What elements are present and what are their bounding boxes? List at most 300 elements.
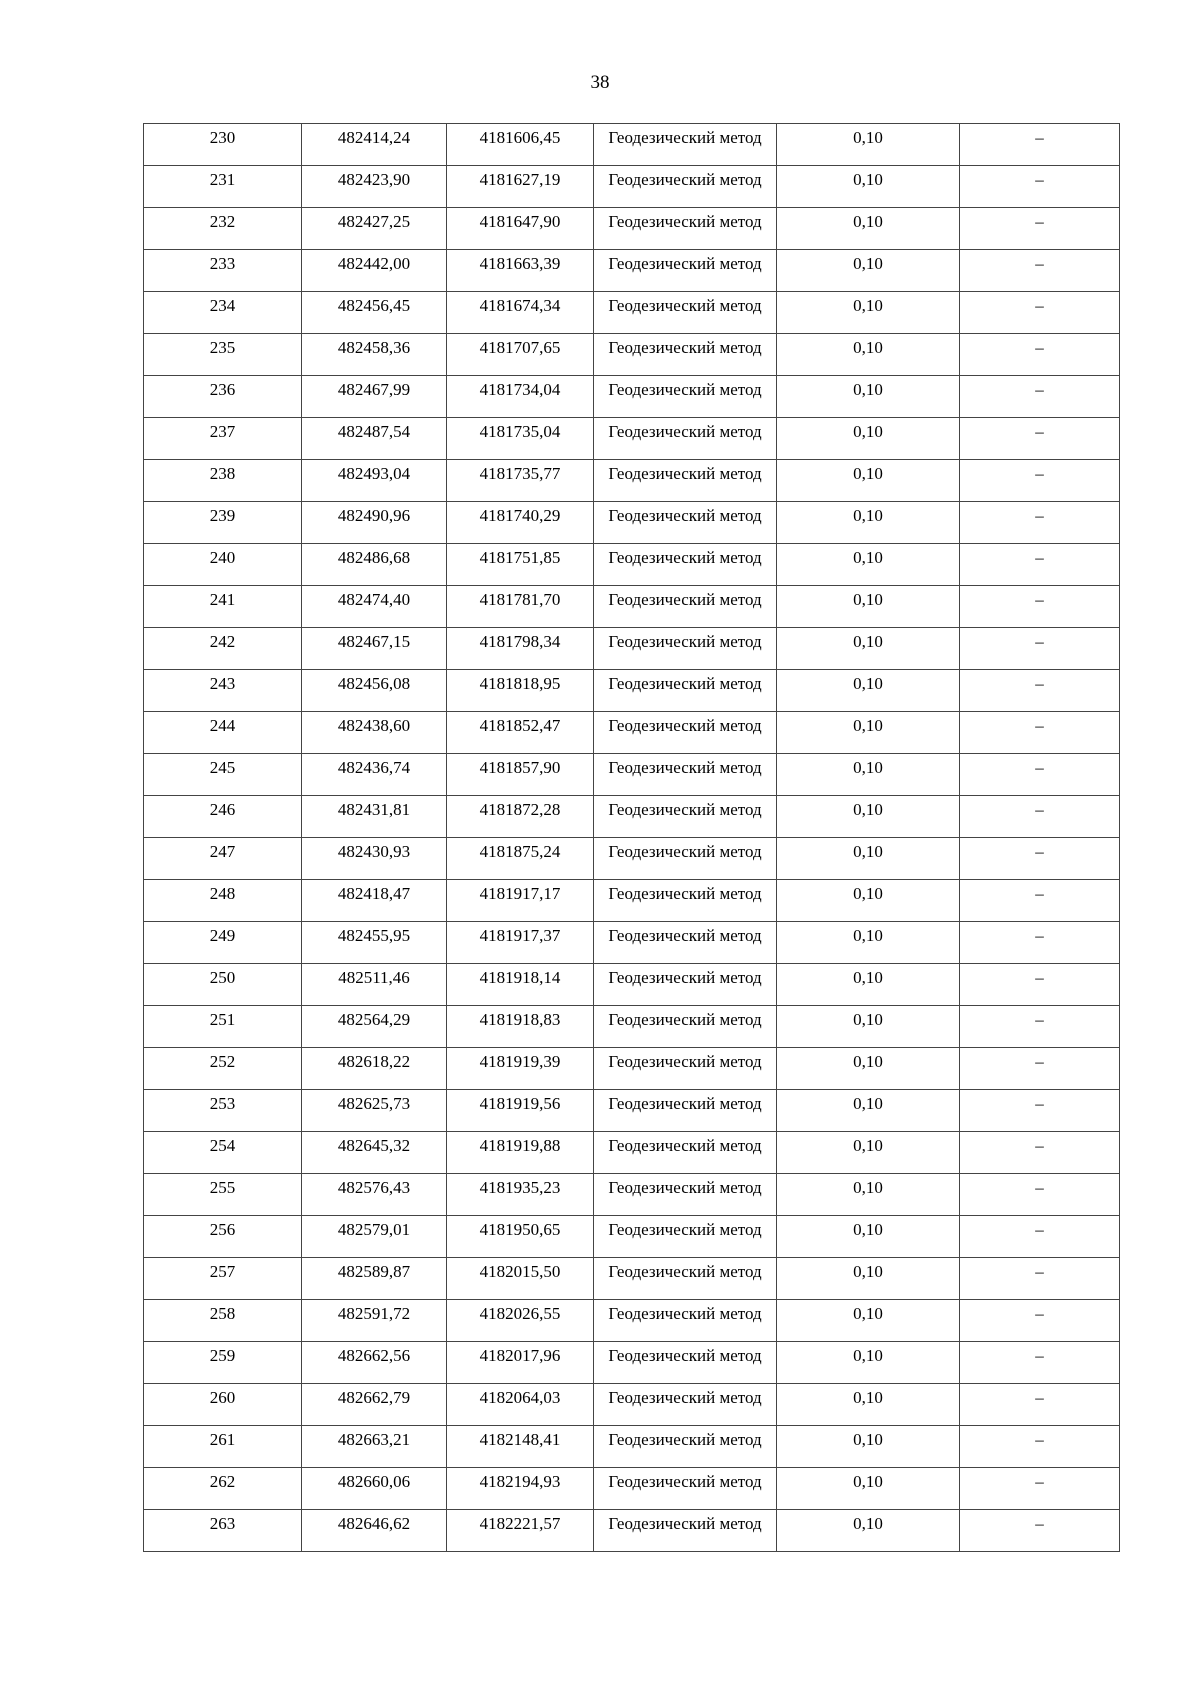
note-cell-text: –	[1035, 1346, 1044, 1365]
y-coordinate-cell-text: 4181917,37	[479, 926, 561, 945]
x-coordinate-cell-text: 482493,04	[337, 464, 411, 483]
y-coordinate-cell	[447, 1258, 594, 1300]
accuracy-cell-text: 0,10	[853, 254, 883, 273]
note-cell	[960, 1006, 1120, 1048]
y-coordinate-cell-text: 4182015,50	[479, 1262, 561, 1281]
accuracy-cell-text: 0,10	[853, 968, 883, 987]
x-coordinate-cell	[302, 712, 447, 754]
accuracy-cell-text: 0,10	[853, 842, 883, 861]
note-cell-text: –	[1035, 758, 1044, 777]
point-number-cell-text: 248	[209, 884, 236, 903]
point-number-cell	[144, 1174, 302, 1216]
point-number-cell	[144, 838, 302, 880]
note-cell	[960, 586, 1120, 628]
y-coordinate-cell-text: 4181798,34	[479, 632, 561, 651]
table-row	[144, 628, 1120, 670]
method-cell	[594, 754, 777, 796]
note-cell-text: –	[1035, 1304, 1044, 1323]
point-number-cell	[144, 796, 302, 838]
accuracy-cell-text: 0,10	[853, 506, 883, 525]
x-coordinate-cell-text: 482418,47	[337, 884, 411, 903]
note-cell	[960, 1174, 1120, 1216]
x-coordinate-cell	[302, 1384, 447, 1426]
accuracy-cell-text: 0,10	[853, 464, 883, 483]
y-coordinate-cell-text: 4181918,14	[479, 968, 561, 987]
coordinates-table-body	[144, 124, 1120, 1552]
method-cell	[594, 124, 777, 166]
x-coordinate-cell	[302, 1510, 447, 1552]
method-cell	[594, 838, 777, 880]
accuracy-cell	[777, 1174, 960, 1216]
x-coordinate-cell	[302, 502, 447, 544]
x-coordinate-cell-text: 482456,45	[337, 296, 411, 315]
note-cell-text: –	[1035, 380, 1044, 399]
method-cell-text: Геодезический метод	[608, 548, 762, 567]
point-number-cell	[144, 460, 302, 502]
point-number-cell	[144, 124, 302, 166]
method-cell	[594, 880, 777, 922]
point-number-cell	[144, 1090, 302, 1132]
accuracy-cell-text: 0,10	[853, 674, 883, 693]
note-cell	[960, 1216, 1120, 1258]
x-coordinate-cell	[302, 376, 447, 418]
table-row	[144, 1006, 1120, 1048]
x-coordinate-cell	[302, 460, 447, 502]
note-cell	[960, 208, 1120, 250]
note-cell-text: –	[1035, 1136, 1044, 1155]
accuracy-cell	[777, 796, 960, 838]
table-row	[144, 208, 1120, 250]
note-cell	[960, 670, 1120, 712]
point-number-cell	[144, 670, 302, 712]
table-row	[144, 1090, 1120, 1132]
method-cell-text: Геодезический метод	[608, 506, 762, 525]
y-coordinate-cell	[447, 292, 594, 334]
table-row	[144, 796, 1120, 838]
note-cell-text: –	[1035, 1094, 1044, 1113]
method-cell	[594, 1174, 777, 1216]
method-cell-text: Геодезический метод	[608, 170, 762, 189]
table-row	[144, 502, 1120, 544]
method-cell-text: Геодезический метод	[608, 758, 762, 777]
note-cell	[960, 1300, 1120, 1342]
x-coordinate-cell-text: 482576,43	[337, 1178, 411, 1197]
table-row	[144, 1342, 1120, 1384]
accuracy-cell-text: 0,10	[853, 1430, 883, 1449]
x-coordinate-cell-text: 482662,79	[337, 1388, 411, 1407]
table-row	[144, 1510, 1120, 1552]
accuracy-cell-text: 0,10	[853, 1220, 883, 1239]
table-row	[144, 1426, 1120, 1468]
point-number-cell-text: 230	[209, 128, 236, 147]
method-cell	[594, 796, 777, 838]
accuracy-cell	[777, 1006, 960, 1048]
table-row	[144, 1384, 1120, 1426]
y-coordinate-cell	[447, 1384, 594, 1426]
method-cell-text: Геодезический метод	[608, 590, 762, 609]
point-number-cell	[144, 880, 302, 922]
method-cell-text: Геодезический метод	[608, 1094, 762, 1113]
accuracy-cell	[777, 1132, 960, 1174]
accuracy-cell-text: 0,10	[853, 1304, 883, 1323]
y-coordinate-cell-text: 4181872,28	[479, 800, 561, 819]
y-coordinate-cell	[447, 544, 594, 586]
method-cell-text: Геодезический метод	[608, 1388, 762, 1407]
accuracy-cell	[777, 628, 960, 670]
note-cell	[960, 1468, 1120, 1510]
note-cell-text: –	[1035, 674, 1044, 693]
point-number-cell-text: 231	[209, 170, 236, 189]
accuracy-cell	[777, 880, 960, 922]
accuracy-cell	[777, 292, 960, 334]
note-cell	[960, 250, 1120, 292]
note-cell	[960, 754, 1120, 796]
y-coordinate-cell-text: 4181917,17	[479, 884, 561, 903]
x-coordinate-cell	[302, 628, 447, 670]
y-coordinate-cell-text: 4181740,29	[479, 506, 561, 525]
method-cell	[594, 1258, 777, 1300]
point-number-cell-text: 247	[209, 842, 236, 861]
x-coordinate-cell-text: 482618,22	[337, 1052, 411, 1071]
x-coordinate-cell-text: 482474,40	[337, 590, 411, 609]
x-coordinate-cell	[302, 250, 447, 292]
method-cell-text: Геодезический метод	[608, 716, 762, 735]
y-coordinate-cell	[447, 460, 594, 502]
x-coordinate-cell	[302, 1258, 447, 1300]
method-cell-text: Геодезический метод	[608, 254, 762, 273]
table-row	[144, 670, 1120, 712]
table-row	[144, 292, 1120, 334]
y-coordinate-cell	[447, 418, 594, 460]
note-cell	[960, 922, 1120, 964]
point-number-cell-text: 252	[209, 1052, 236, 1071]
x-coordinate-cell-text: 482646,62	[337, 1514, 411, 1533]
point-number-cell-text: 232	[209, 212, 236, 231]
y-coordinate-cell-text: 4181781,70	[479, 590, 561, 609]
x-coordinate-cell-text: 482436,74	[337, 758, 411, 777]
point-number-cell	[144, 628, 302, 670]
table-row	[144, 1048, 1120, 1090]
method-cell	[594, 418, 777, 460]
point-number-cell	[144, 1300, 302, 1342]
note-cell-text: –	[1035, 1430, 1044, 1449]
x-coordinate-cell-text: 482591,72	[337, 1304, 411, 1323]
note-cell-text: –	[1035, 716, 1044, 735]
y-coordinate-cell	[447, 964, 594, 1006]
accuracy-cell	[777, 124, 960, 166]
note-cell-text: –	[1035, 506, 1044, 525]
table-row	[144, 460, 1120, 502]
accuracy-cell	[777, 712, 960, 754]
y-coordinate-cell-text: 4181734,04	[479, 380, 561, 399]
note-cell	[960, 1090, 1120, 1132]
x-coordinate-cell	[302, 1216, 447, 1258]
note-cell-text: –	[1035, 968, 1044, 987]
x-coordinate-cell	[302, 796, 447, 838]
point-number-cell	[144, 964, 302, 1006]
y-coordinate-cell	[447, 1048, 594, 1090]
point-number-cell	[144, 922, 302, 964]
method-cell-text: Геодезический метод	[608, 1304, 762, 1323]
x-coordinate-cell	[302, 1468, 447, 1510]
y-coordinate-cell-text: 4181852,47	[479, 716, 561, 735]
accuracy-cell	[777, 208, 960, 250]
note-cell-text: –	[1035, 842, 1044, 861]
method-cell	[594, 250, 777, 292]
point-number-cell	[144, 544, 302, 586]
point-number-cell-text: 249	[209, 926, 236, 945]
method-cell	[594, 964, 777, 1006]
accuracy-cell	[777, 1048, 960, 1090]
note-cell	[960, 1384, 1120, 1426]
y-coordinate-cell	[447, 922, 594, 964]
table-row	[144, 712, 1120, 754]
accuracy-cell-text: 0,10	[853, 1136, 883, 1155]
x-coordinate-cell-text: 482487,54	[337, 422, 411, 441]
table-row	[144, 1132, 1120, 1174]
y-coordinate-cell-text: 4181875,24	[479, 842, 561, 861]
method-cell	[594, 922, 777, 964]
note-cell-text: –	[1035, 422, 1044, 441]
x-coordinate-cell	[302, 1048, 447, 1090]
method-cell	[594, 292, 777, 334]
accuracy-cell	[777, 1342, 960, 1384]
note-cell	[960, 1426, 1120, 1468]
method-cell-text: Геодезический метод	[608, 968, 762, 987]
point-number-cell-text: 260	[209, 1388, 236, 1407]
method-cell	[594, 1300, 777, 1342]
point-number-cell-text: 240	[209, 548, 236, 567]
x-coordinate-cell-text: 482430,93	[337, 842, 411, 861]
point-number-cell	[144, 502, 302, 544]
x-coordinate-cell-text: 482458,36	[337, 338, 411, 357]
method-cell-text: Геодезический метод	[608, 212, 762, 231]
accuracy-cell-text: 0,10	[853, 380, 883, 399]
y-coordinate-cell	[447, 124, 594, 166]
method-cell	[594, 586, 777, 628]
note-cell	[960, 460, 1120, 502]
method-cell	[594, 670, 777, 712]
note-cell-text: –	[1035, 338, 1044, 357]
method-cell-text: Геодезический метод	[608, 338, 762, 357]
accuracy-cell	[777, 376, 960, 418]
y-coordinate-cell	[447, 1468, 594, 1510]
method-cell	[594, 544, 777, 586]
note-cell	[960, 628, 1120, 670]
method-cell	[594, 376, 777, 418]
y-coordinate-cell	[447, 670, 594, 712]
accuracy-cell	[777, 502, 960, 544]
point-number-cell	[144, 292, 302, 334]
accuracy-cell	[777, 166, 960, 208]
point-number-cell	[144, 208, 302, 250]
x-coordinate-cell	[302, 1174, 447, 1216]
method-cell-text: Геодезический метод	[608, 422, 762, 441]
y-coordinate-cell	[447, 166, 594, 208]
accuracy-cell-text: 0,10	[853, 1052, 883, 1071]
accuracy-cell	[777, 838, 960, 880]
accuracy-cell	[777, 754, 960, 796]
note-cell-text: –	[1035, 548, 1044, 567]
point-number-cell	[144, 712, 302, 754]
note-cell	[960, 502, 1120, 544]
note-cell	[960, 1258, 1120, 1300]
method-cell	[594, 1216, 777, 1258]
method-cell	[594, 208, 777, 250]
point-number-cell-text: 246	[209, 800, 236, 819]
point-number-cell-text: 262	[209, 1472, 236, 1491]
y-coordinate-cell-text: 4182148,41	[479, 1430, 561, 1449]
point-number-cell-text: 261	[209, 1430, 236, 1449]
table-row	[144, 922, 1120, 964]
table-row	[144, 964, 1120, 1006]
accuracy-cell	[777, 1384, 960, 1426]
accuracy-cell-text: 0,10	[853, 926, 883, 945]
method-cell	[594, 1426, 777, 1468]
method-cell	[594, 166, 777, 208]
note-cell	[960, 712, 1120, 754]
x-coordinate-cell-text: 482431,81	[337, 800, 411, 819]
accuracy-cell	[777, 1090, 960, 1132]
method-cell	[594, 1132, 777, 1174]
x-coordinate-cell	[302, 292, 447, 334]
point-number-cell-text: 259	[209, 1346, 236, 1365]
y-coordinate-cell-text: 4181674,34	[479, 296, 561, 315]
x-coordinate-cell	[302, 1300, 447, 1342]
method-cell-text: Геодезический метод	[608, 296, 762, 315]
note-cell-text: –	[1035, 296, 1044, 315]
table-row	[144, 1468, 1120, 1510]
note-cell	[960, 1342, 1120, 1384]
accuracy-cell	[777, 460, 960, 502]
accuracy-cell-text: 0,10	[853, 1010, 883, 1029]
method-cell-text: Геодезический метод	[608, 632, 762, 651]
x-coordinate-cell-text: 482456,08	[337, 674, 411, 693]
accuracy-cell-text: 0,10	[853, 1472, 883, 1491]
accuracy-cell-text: 0,10	[853, 338, 883, 357]
y-coordinate-cell	[447, 1006, 594, 1048]
x-coordinate-cell	[302, 544, 447, 586]
method-cell-text: Геодезический метод	[608, 464, 762, 483]
note-cell-text: –	[1035, 800, 1044, 819]
point-number-cell-text: 242	[209, 632, 236, 651]
accuracy-cell-text: 0,10	[853, 716, 883, 735]
point-number-cell	[144, 1426, 302, 1468]
note-cell-text: –	[1035, 254, 1044, 273]
point-number-cell	[144, 1132, 302, 1174]
method-cell-text: Геодезический метод	[608, 1430, 762, 1449]
note-cell	[960, 964, 1120, 1006]
y-coordinate-cell-text: 4181919,88	[479, 1136, 561, 1155]
x-coordinate-cell	[302, 1342, 447, 1384]
point-number-cell-text: 253	[209, 1094, 236, 1113]
accuracy-cell-text: 0,10	[853, 758, 883, 777]
note-cell-text: –	[1035, 1472, 1044, 1491]
point-number-cell-text: 250	[209, 968, 236, 987]
y-coordinate-cell	[447, 712, 594, 754]
method-cell	[594, 1510, 777, 1552]
note-cell	[960, 1510, 1120, 1552]
note-cell	[960, 124, 1120, 166]
method-cell-text: Геодезический метод	[608, 128, 762, 147]
x-coordinate-cell	[302, 586, 447, 628]
method-cell-text: Геодезический метод	[608, 884, 762, 903]
note-cell-text: –	[1035, 212, 1044, 231]
y-coordinate-cell	[447, 376, 594, 418]
accuracy-cell	[777, 964, 960, 1006]
method-cell-text: Геодезический метод	[608, 926, 762, 945]
y-coordinate-cell	[447, 586, 594, 628]
y-coordinate-cell-text: 4181935,23	[479, 1178, 561, 1197]
point-number-cell-text: 244	[209, 716, 236, 735]
method-cell-text: Геодезический метод	[608, 674, 762, 693]
accuracy-cell	[777, 1426, 960, 1468]
method-cell-text: Геодезический метод	[608, 380, 762, 399]
accuracy-cell	[777, 544, 960, 586]
table-row	[144, 1174, 1120, 1216]
method-cell-text: Геодезический метод	[608, 1178, 762, 1197]
y-coordinate-cell-text: 4181735,04	[479, 422, 561, 441]
x-coordinate-cell-text: 482579,01	[337, 1220, 411, 1239]
note-cell	[960, 1132, 1120, 1174]
note-cell-text: –	[1035, 590, 1044, 609]
point-number-cell-text: 241	[209, 590, 236, 609]
y-coordinate-cell	[447, 208, 594, 250]
method-cell-text: Геодезический метод	[608, 1052, 762, 1071]
x-coordinate-cell-text: 482625,73	[337, 1094, 411, 1113]
method-cell	[594, 712, 777, 754]
accuracy-cell-text: 0,10	[853, 1514, 883, 1533]
accuracy-cell	[777, 334, 960, 376]
point-number-cell-text: 245	[209, 758, 236, 777]
method-cell-text: Геодезический метод	[608, 1514, 762, 1533]
method-cell	[594, 628, 777, 670]
table-row	[144, 418, 1120, 460]
x-coordinate-cell-text: 482662,56	[337, 1346, 411, 1365]
point-number-cell	[144, 754, 302, 796]
x-coordinate-cell-text: 482645,32	[337, 1136, 411, 1155]
x-coordinate-cell-text: 482486,68	[337, 548, 411, 567]
point-number-cell	[144, 250, 302, 292]
y-coordinate-cell	[447, 628, 594, 670]
method-cell-text: Геодезический метод	[608, 800, 762, 819]
note-cell	[960, 838, 1120, 880]
x-coordinate-cell-text: 482511,46	[338, 968, 410, 987]
note-cell-text: –	[1035, 1514, 1044, 1533]
accuracy-cell-text: 0,10	[853, 632, 883, 651]
accuracy-cell	[777, 250, 960, 292]
y-coordinate-cell-text: 4181950,65	[479, 1220, 561, 1239]
point-number-cell	[144, 376, 302, 418]
coordinates-table	[143, 123, 1120, 1552]
point-number-cell	[144, 166, 302, 208]
point-number-cell	[144, 418, 302, 460]
table-row	[144, 124, 1120, 166]
table-row	[144, 166, 1120, 208]
point-number-cell-text: 255	[209, 1178, 236, 1197]
y-coordinate-cell-text: 4182017,96	[479, 1346, 561, 1365]
note-cell-text: –	[1035, 1388, 1044, 1407]
note-cell	[960, 544, 1120, 586]
method-cell	[594, 1090, 777, 1132]
note-cell-text: –	[1035, 1052, 1044, 1071]
point-number-cell	[144, 1048, 302, 1090]
note-cell-text: –	[1035, 884, 1044, 903]
method-cell	[594, 1006, 777, 1048]
y-coordinate-cell	[447, 754, 594, 796]
x-coordinate-cell-text: 482490,96	[337, 506, 411, 525]
y-coordinate-cell	[447, 1132, 594, 1174]
